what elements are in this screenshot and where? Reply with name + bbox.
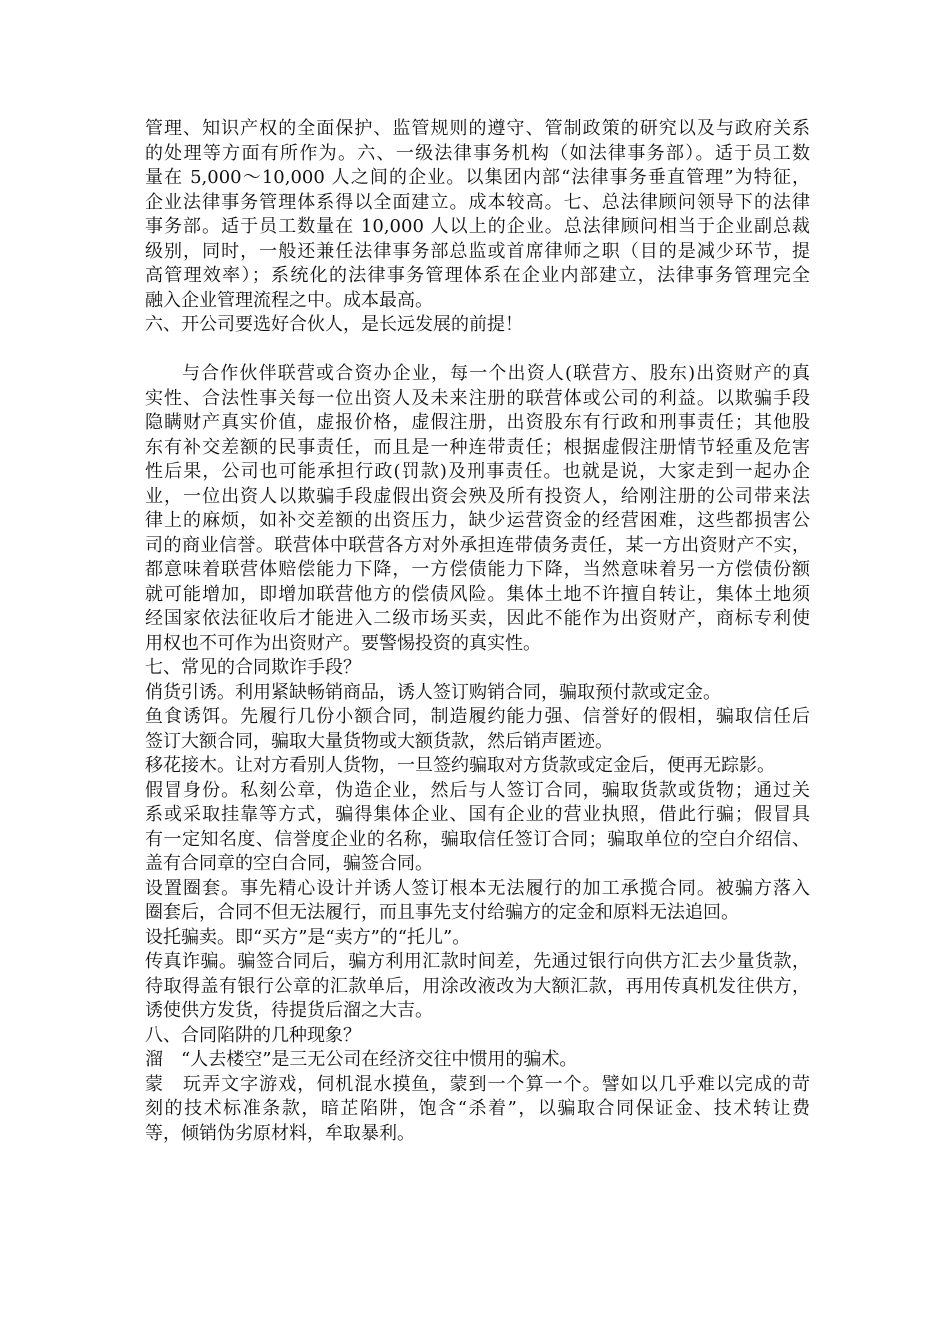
text-line: 高管理效率）；系统化的法律事务管理体系在企业内部建立，法律事务管理完全 [145, 265, 810, 286]
text-line: 律上的麻烦，如补交差额的出资压力，缺少运营资金的经营困难，这些都损害公 [145, 510, 810, 531]
paragraph [145, 681, 810, 706]
text-line: 鱼食诱饵。先履行几份小额合同，制造履约能力强、信誉好的假相，骗取信任后 [145, 706, 810, 727]
paragraph [145, 779, 810, 877]
text-line: 企业法律事务管理体系得以全面建立。成本较高。七、总法律顾问领导下的法律 [145, 191, 810, 213]
paragraph [145, 705, 810, 754]
text-line: 签订大额合同，骗取大量货物或大额货款，然后销声匿迹。 [145, 730, 613, 752]
text-line: 融入企业管理流程之中。成本最高。 [145, 289, 433, 311]
paragraph [145, 1048, 810, 1073]
text-line: 待取得盖有银行公章的汇款单后，用涂改液改为大额汇款，再用传真机发往供方， [145, 975, 810, 997]
text-line: 移花接木。让对方看别人货物，一旦签约骗取对方货款或定金后，便再无踪影。 [145, 755, 775, 776]
paragraph [145, 117, 810, 313]
text-line: 司的商业信誉。联营体中联营各方对外承担连带债务责任，某一方出资财产不实， [145, 534, 810, 556]
paragraph [145, 950, 810, 1024]
text-line: 六、开公司要选好合伙人，是长远发展的前提！ [145, 314, 523, 335]
paragraph [145, 1073, 810, 1147]
text-line: 等，倾销伪劣原材料，牟取暴利。 [145, 1122, 415, 1144]
text-line: 用权也不可作为出资财产。要警惕投资的真实性。 [145, 632, 541, 654]
text-line: 诱使供方发货，待提货后溜之大吉。 [145, 1000, 433, 1021]
text-line: 经国家依法征收后才能进入二级市场买卖，因此不能作为出资财产，商标专利使 [145, 608, 810, 629]
text-line: 隐瞒财产真实价值，虚报价格，虚假注册，出资股东有行政和刑事责任；其他股 [145, 412, 810, 433]
text-line: 都意味着联营体赔偿能力下降，一方偿债能力下降，当然意味着另一方偿债份额 [145, 559, 810, 580]
section-heading [145, 656, 810, 681]
text-line: 与合作伙伴联营或合资办企业，每一个出资人(联营方、股东)出资财产的真 [182, 363, 810, 384]
paragraph [145, 877, 810, 926]
text-line: 性后果，公司也可能承担行政(罚款)及刑事责任。也就是说，大家走到一起办企 [145, 461, 810, 482]
text-line: 八、合同陷阱的几种现象？ [145, 1024, 361, 1046]
text-line: 级别，同时，一般还兼任法律事务部总监或首席律师之职（目的是减少环节，提 [145, 240, 810, 262]
text-line: 业，一位出资人以欺骗手段虚假出资会殃及所有投资人，给刚注册的公司带来法 [145, 485, 810, 507]
text-line: 事务部。适于员工数量在 10,000 人以上的企业。总法律顾问相当于企业副总裁 [145, 216, 810, 237]
text-line: 量在 5,000～10,000 人之间的企业。以集团内部“法律事务垂直管理”为特征， [145, 167, 810, 188]
text-line: 传真诈骗。骗签合同后，骗方利用汇款时间差，先通过银行向供方汇去少量货款， [145, 951, 810, 972]
text-line: 盖有合同章的空白合同，骗签合同。 [145, 853, 433, 874]
paragraph [145, 362, 810, 656]
text-line: 系或采取挂靠等方式，骗得集体企业、国有企业的营业执照，借此行骗；假冒具 [145, 804, 810, 825]
text-line: 东有补交差额的民事责任，而且是一种连带责任；根据虚假注册情节轻重及危害 [145, 436, 810, 458]
paragraph [145, 926, 810, 951]
document-page [145, 117, 810, 1146]
text-line: 设置圈套。事先精心设计并诱人签订根本无法履行的加工承揽合同。被骗方落入 [145, 877, 810, 899]
section-heading [145, 1024, 810, 1049]
text-line: 七、常见的合同欺诈手段？ [145, 657, 361, 678]
section-heading [145, 313, 810, 338]
text-line: 溜 “人去楼空”是三无公司在经济交往中惯用的骗术。 [145, 1049, 578, 1070]
text-line: 刻的技术标准条款，暗芷陷阱，饱含“杀着”，以骗取合同保证金、技术转让费 [145, 1098, 810, 1119]
text-line: 假冒身份。私刻公章，伪造企业，然后与人签订合同，骗取货款或货物；通过关 [145, 779, 810, 801]
paragraph [145, 754, 810, 779]
text-line: 设托骗卖。即“买方”是“卖方”的“托儿”。 [145, 926, 471, 948]
text-line: 蒙 玩弄文字游戏，伺机混水摸鱼，蒙到一个算一个。譬如以几乎难以完成的苛 [145, 1073, 810, 1095]
text-line: 圈套后，合同不但无法履行，而且事先支付给骗方的定金和原料无法追回。 [145, 902, 739, 923]
text-line: 俏货引诱。利用紧缺畅销商品，诱人签订购销合同，骗取预付款或定金。 [145, 681, 721, 703]
text-line: 就可能增加，即增加联营他方的偿债风险。集体土地不许擅自转让，集体土地须 [145, 583, 810, 605]
text-line: 的处理等方面有所作为。六、一级法律事务机构（如法律事务部）。适于员工数 [145, 142, 810, 164]
text-line: 有一定知名度、信誉度企业的名称，骗取信任签订合同；骗取单位的空白介绍信、 [145, 828, 810, 850]
blank-line [145, 338, 810, 363]
text-line: 管理、知识产权的全面保护、监管规则的遵守、管制政策的研究以及与政府关系 [145, 118, 810, 139]
text-line: 实性、合法性事关每一位出资人及未来注册的联营体或公司的利益。以欺骗手段 [145, 387, 810, 409]
